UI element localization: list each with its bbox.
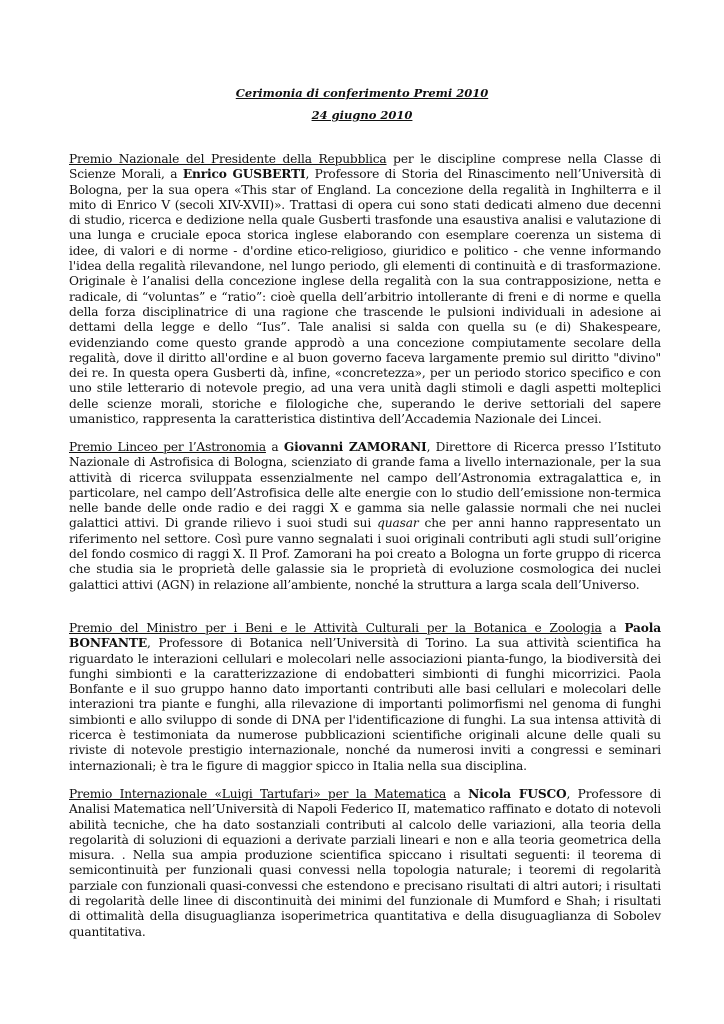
prize-section-presidente (69, 152, 661, 427)
section-text: , Direttore di Ricerca presso l’Istituto Nazionale di Astrofisica di Bologna, scienziato di grande fama a livello internazionale, per la sua attività di ricerca sviluppata essenzialmente nel campo dell’Astronomia extragalattica e, in particolare, nel campo dell’Astrofisica delle alte energie con lo studio dell’emissione non-termica nelle bande delle onde radio e dei raggi X e gamma sia nelle galassie normali che nei nuclei galattici attivi. Di grande rilievo i suoi studi sui (69, 440, 661, 531)
section-text: , Professore di Storia del Rinascimento nell’Università di Bologna, per la sua opera «This star of England. La concezione della regalità in Inghilterra e il mito di Enrico V (secoli XIV-XVII)». Trattasi di opera cui sono stati dedicati almeno due decenni di studio, ricerca e dedizione nella quale Gusberti trasfonde una esaustiva analisi e valutazione di una lunga e cruciale epoca storica inglese elaborando con esemplare coerenza un sistema di idee, di valori e di norme - d'ordine etico-religioso, giuridico e politico - che venne informando l'idea della regalità rilevandone, nel lungo periodo, gli elementi di continuità e di trasformazione. Originale è l’analisi della concezione inglese della regalità con la sua contrapposizione, netta e radicale, di “voluntas” e “ratio”: cioè quella dell’arbitrio intollerante di freni e di norme e quella della forza disciplinatrice di una ragione che trascende le pulsioni individuali in adesione ai dettami della legge e dello “Ius”. Tale analisi si salda con quella su (e di) Shakespeare, evidenziando come questo grande approdò a una concezione compiutamente secolare della regalità, dove il diritto all'ordine e al buon governo faceva largamente premio sul diritto "divino" dei re. In questa opera Gusberti dà, infine, «concretezza», per un periodo storico specifico e con uno stile letterario di notevole pregio, ad una vera unità dagli stimoli e dagli aspetti molteplici delle scienze morali, storiche e filologiche che, superando le derive settoriali del sapere umanistico, rappresenta la caratteristica distintiva dell’Accademia Nazionale dei Lincei. (69, 167, 661, 427)
prize-name: Premio Nazionale del Presidente della Repubblica (69, 152, 387, 166)
section-text: a (265, 440, 284, 454)
prize-section-matematica (69, 787, 661, 940)
section-text: a (446, 787, 469, 801)
quasar-term: quasar (377, 516, 419, 531)
laureate-name: Paola BONFANTE (69, 621, 661, 651)
laureate-name: Enrico GUSBERTI (182, 167, 306, 182)
prize-section-botanica-zoologia (69, 621, 661, 774)
section-text: a (601, 621, 625, 635)
prize-name: Premio del Ministro per i Beni e le Attività Culturali per la Botanica e Zoologia (69, 621, 602, 635)
prize-name: Premio Internazionale «Luigi Tartufari» per la Matematica (69, 787, 447, 801)
section-text: che per anni hanno rappresentato un riferimento nel settore. Così pure vanno segnalati i suoi originali contributi agli studi sull’origine del fondo cosmico di raggi X. Il Prof. Zamorani ha poi creato a Bologna un forte gruppo di ricerca che studia sia le proprietà delle galassie sia le proprietà di evoluzione cosmologica dei nuclei galattici attivi (AGN) in relazione all’ambiente, nonché la struttura a larga scala dell’Universo. (69, 516, 661, 592)
ceremony-date: 24 giugno 2010 (311, 108, 413, 122)
section-text: , Professore di Botanica nell’Università di Torino. La sua attività scientifica ha riguardato le interazioni cellulari e molecolari nelle associazioni pianta-fungo, la biodiversità dei funghi simbionti e la caratterizzazione di endobatteri simbionti di funghi micorrizici. Paola Bonfante e il suo gruppo hanno dato importanti contributi alle basi cellulari e molecolari delle interazioni tra piante e funghi, alla rilevazione di importanti polimorfismi nel genoma di funghi simbionti e allo sviluppo di sonde di DNA per l'identificazione di funghi. La sua intensa attività di ricerca è testimoniata da numerose pubblicazioni scientifiche originali alcune delle quali su riviste di notevole prestigio internazionale, nonché da numerosi inviti a congressi e seminari internazionali; è tra le figure di maggior spicco in Italia nella sua disciplina. (69, 636, 661, 773)
laureate-name: Nicola FUSCO (468, 787, 567, 801)
section-text: , Professore di Analisi Matematica nell’Università di Napoli Federico II, matematico raffinato e dotato di notevoli abilità tecniche, che ha dato sostanziali contributi al calcolo delle variazioni, alla teoria della regolarità di soluzioni di equazioni a derivate parziali lineari e non e alla teoria geometrica della misura. . Nella sua ampia produzione scientifica spiccano i risultati seguenti: il teorema di semicontinuità per funzionali quasi convessi nella topologia naturale; i teoremi di regolarità parziale con funzionali quasi-convessi che estendono e precisano risultati di altri autori; i risultati di regolarità delle linee di discontinuità dei minimi del funzionale di Mumford e Shah; i risultati di ottimalità della disuguaglianza isoperimetrica quantitativa e della disuguaglianza di Sobolev quantitativa. (69, 787, 661, 939)
prize-section-astronomia (69, 440, 661, 593)
ceremony-title: Cerimonia di conferimento Premi 2010 (235, 86, 489, 100)
section-text: per le discipline comprese nella Classe di Scienze Morali, a (69, 152, 661, 182)
prize-name: Premio Linceo per l’Astronomia (69, 440, 266, 454)
laureate-name: Giovanni ZAMORANI (283, 440, 427, 454)
